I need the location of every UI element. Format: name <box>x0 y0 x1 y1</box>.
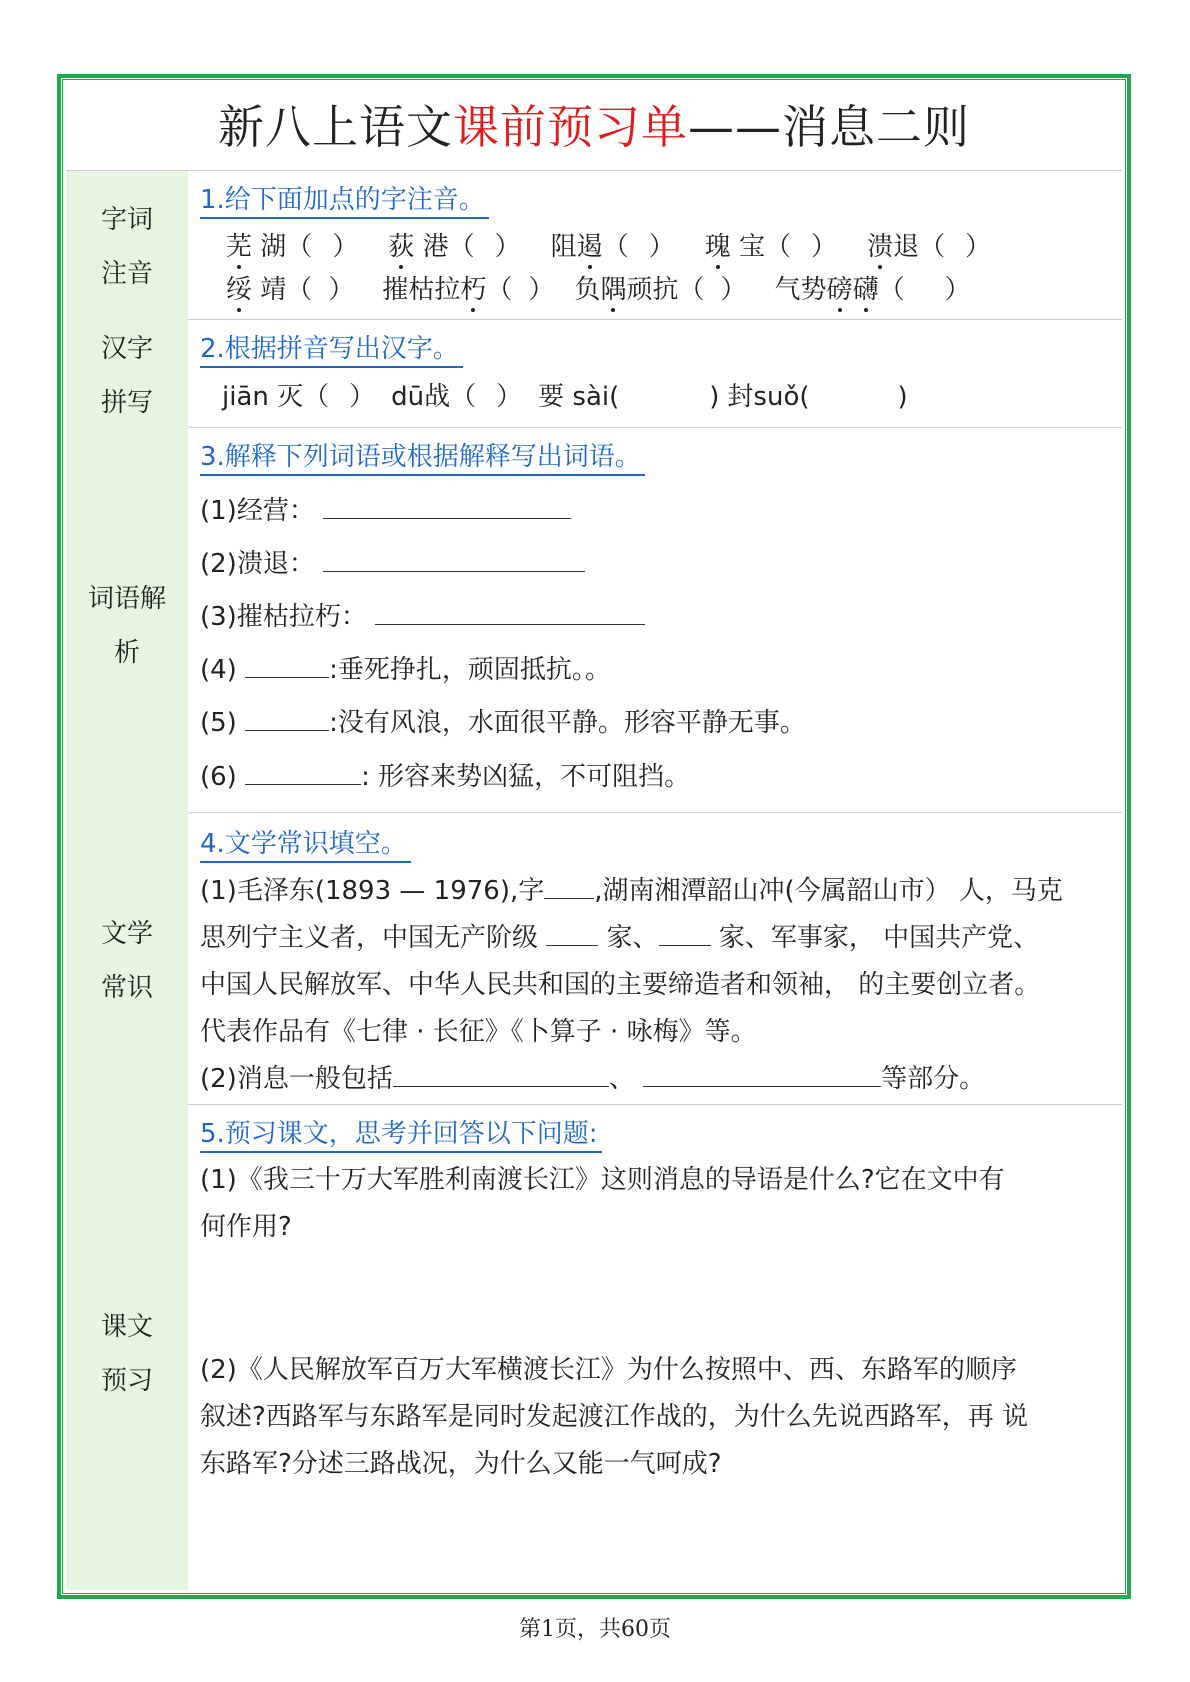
q4-heading: 4.文学常识填空。 <box>200 827 411 863</box>
section-label-preview: 课文 预习 <box>100 1312 153 1396</box>
answer-blank[interactable] <box>659 921 711 946</box>
divider <box>188 319 1122 320</box>
answer-blank[interactable] <box>323 547 585 572</box>
q3-item: (5) :没有风浪，水面很平静。形容平静无事。 <box>200 708 806 738</box>
q3-item: (6) : 形容来势凶猛，不可阻挡。 <box>200 762 691 792</box>
answer-blank[interactable] <box>245 760 361 785</box>
answer-blank[interactable] <box>375 600 645 625</box>
q3-item: (1)经营： <box>200 494 571 528</box>
q1-heading: 1.给下面加点的字注音。 <box>200 183 489 219</box>
page-title <box>66 84 1122 170</box>
answer-blank[interactable] <box>245 653 329 678</box>
section-label-vocabulary: 词语解 析 <box>87 584 166 668</box>
divider <box>66 170 1122 171</box>
q3-heading: 3.解释下列词语或根据解释写出词语。 <box>200 440 645 476</box>
title-part3: ——消息二则 <box>688 100 970 154</box>
q4-paragraph: (1)毛泽东(1893 — 1976),字 ,湖南湘潭韶山冲(今属韶山市） 人，马克 思列宁主义者，中国无产阶级 家、 家、军事家， 中国共产党、 中国人民解放军、中华人民共和国的主要缔造者和领袖， 的主要创立者。 代表作品有《七律 · 长征》《卜算子 · 咏梅》等。 (2)消息一般包括 、 等部分。 <box>200 876 1063 1094</box>
answer-blank[interactable] <box>245 706 329 731</box>
title-part1: 新八上语文 <box>218 100 453 154</box>
title-highlight: 课前预习单 <box>453 100 688 154</box>
section-label-pronunciation: 字词 注音 <box>100 205 153 289</box>
q1-row1: 芜 湖（ ） 荻 港（ ） 阻遏（ ） 瑰 宝（ ） 溃退（ ） <box>226 232 992 262</box>
q3-item: (2)溃退： <box>200 547 585 581</box>
divider <box>188 427 1122 428</box>
q3-item: (3)摧枯拉朽： <box>200 600 645 634</box>
q3-item: (4) :垂死挣扎，顽固抵抗。。 <box>200 655 611 685</box>
answer-blank[interactable] <box>393 1062 609 1087</box>
divider <box>188 1104 1122 1105</box>
answer-blank[interactable] <box>544 874 594 899</box>
q2-heading: 2.根据拼音写出汉字。 <box>200 332 463 368</box>
divider <box>188 812 1122 813</box>
section-label-spelling: 汉字 拼写 <box>100 334 153 418</box>
answer-blank[interactable] <box>323 494 571 519</box>
section-label-literature: 文学 常识 <box>100 919 153 1003</box>
q2-items: jiān 灭（ ） dū战（ ） 要 sài( ) 封suǒ( ) <box>222 382 908 412</box>
answer-blank[interactable] <box>643 1062 881 1087</box>
answer-blank[interactable] <box>546 921 598 946</box>
page-number: 第1页，共60页 <box>519 1617 671 1642</box>
q1-row2: 绥 靖（ ） 摧枯拉朽（ ） 负隅顽抗（ ） 气势磅礴（ ） <box>226 275 971 305</box>
q5-heading: 5.预习课文，思考并回答以下问题: <box>200 1117 602 1153</box>
q5-question-1: (1)《我三十万大军胜利南渡长江》这则消息的导语是什么?它在文中有 何作用? <box>200 1165 1005 1242</box>
q5-question-2: (2)《人民解放军百万大军横渡长江》为什么按照中、西、东路军的顺序 叙述?西路军与东路军是同时发起渡江作战的，为什么先说西路军，再 说 东路军?分述三路战况，为什么又能一气呵成? <box>200 1355 1029 1479</box>
